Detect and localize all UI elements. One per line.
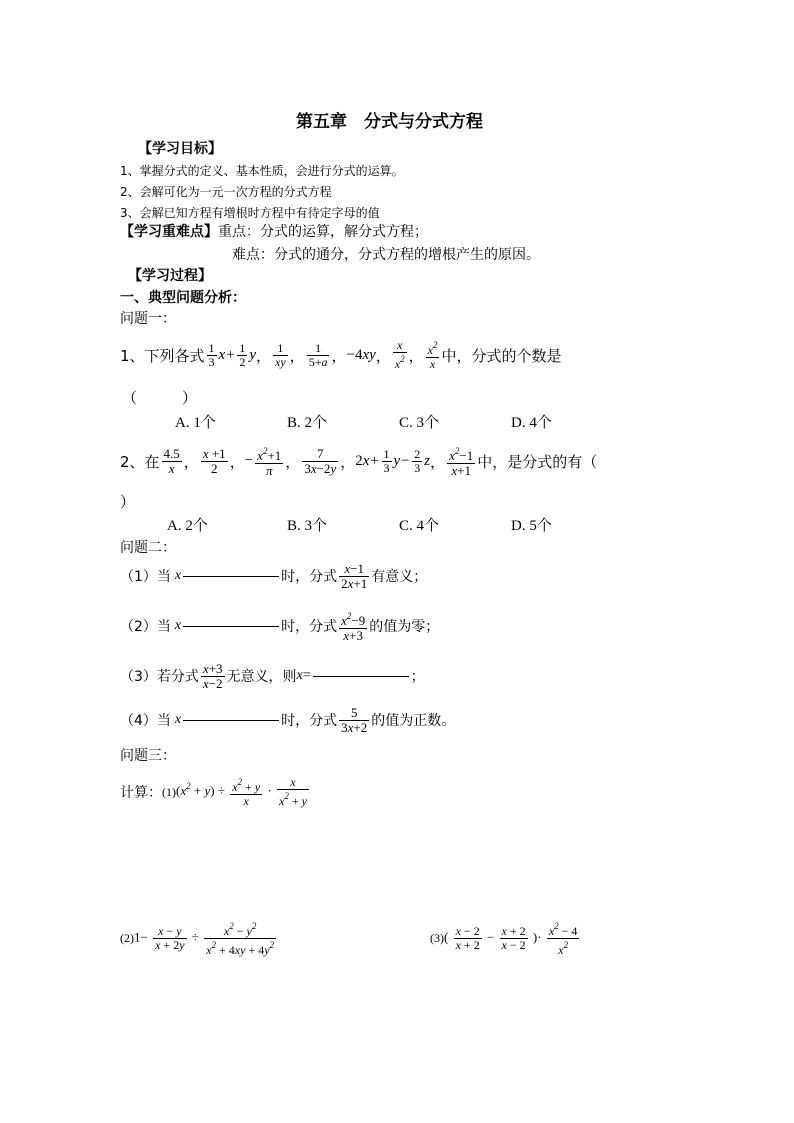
q1-paren: （ ） (122, 389, 198, 407)
q2-expr-1: $\frac{4.5}{x}$ (163, 445, 180, 476)
q2-expr-3: − $\frac{x^2+1}{\pi}$ (244, 446, 282, 478)
calc-3-number: (3) (430, 930, 444, 945)
q2-expr-2: $\frac{x +1}{2}$ (202, 445, 226, 476)
calc-label: 计算： (120, 785, 162, 801)
section-1-heading: 一、典型问题分析： (120, 290, 246, 306)
q2-expr-5: 2x+ $\frac{1}{3}$ y− $\frac{2}{3}$ z (355, 446, 431, 475)
p4-text-c: 的值为正数。 (371, 713, 456, 729)
p2-text-a: （2）当 (120, 619, 171, 635)
p1-blank[interactable] (183, 576, 279, 577)
problem1-label: 问题一： (120, 311, 176, 327)
q1-expr-6: $\frac{x^2}{x}$ (427, 340, 438, 371)
p3-text-a: （3）若分式 (120, 669, 199, 685)
p2-blank[interactable] (183, 626, 279, 627)
q2-prefix: 2、在 (120, 452, 160, 471)
p3-fraction: $\frac{x+3}{x-2}$ (202, 660, 223, 691)
q2-expr-6: $\frac{x^2-1}{x+1}$ (449, 446, 474, 478)
q1-expr-3: $\frac{1}{5+a}$ (308, 340, 328, 369)
calc-3-expr: ( $\frac{x - 2}{x + 2}$ − $\frac{x + 2}{x - 2}$ )· $\frac{x^2 - 4}{x^2}$ (444, 920, 578, 957)
p2-text-b: 时，分式 (281, 619, 338, 635)
calc-2-number: (2) (120, 930, 134, 945)
goals-heading: 【学习目标】 (138, 141, 222, 157)
q1-suffix: 中，分式的个数是 (441, 346, 562, 365)
calc-1-number: (1) (162, 784, 176, 799)
keypoints-key: 重点：分式的运算，解分式方程； (218, 224, 428, 240)
calc-2-expr: 1− $\frac{x - y}{x + 2y}$ ÷ $\frac{x^2 - y^2}{x^2 + 4xy + 4y^2}$ (134, 920, 275, 957)
q1-expr-1: $\frac{1}{3}$ x+ $\frac{1}{2}$ y (208, 340, 256, 369)
q2-option-c: C. 4个 (399, 518, 440, 534)
problem1-q2: 2、在 $\frac{4.5}{x}$ ， $\frac{x +1}{2}$ ， − $\frac{x^2+1}{\pi}$ ， $\frac{7}{3x-2y}$ ， 2x+ $\frac{1}{3}$ y− $\frac{2}{3}$ z ， $\frac{x^2-1}{x+1}$ 中，是分式的有（ (120, 445, 598, 478)
problem2-item-2: （2）当 x 时，分式 $\frac{x^2-9}{x+3}$ 的值为零； (120, 611, 440, 643)
q1-option-a: A. 1个 (175, 415, 216, 431)
p3-text-c: ； (410, 669, 425, 685)
problem2-label: 问题二： (120, 540, 176, 556)
problem2-item-1: （1）当 x 时，分式 $\frac{x-1}{2x+1}$ 有意义； (120, 560, 428, 591)
goal-item-2: 2、会解可化为一元一次方程的分式方程 (120, 185, 332, 199)
problem2-item-3: （3）若分式 $\frac{x+3}{x-2}$ 无意义，则 x = ； (120, 660, 425, 691)
p4-fraction: $\frac{5}{3x+2}$ (341, 704, 368, 735)
q1-option-b: B. 2个 (287, 415, 328, 431)
page-title: 第五章 分式与分式方程 (296, 112, 483, 132)
p2-fraction: $\frac{x^2-9}{x+3}$ (341, 611, 366, 643)
p3-blank[interactable] (313, 676, 409, 677)
p1-text-a: （1）当 (120, 569, 171, 585)
goal-item-3: 3、会解已知方程有增根时方程中有待定字母的值 (120, 206, 380, 220)
p4-text-b: 时，分式 (281, 713, 338, 729)
p1-text-b: 时，分式 (281, 569, 338, 585)
keypoints-line-1 (120, 221, 428, 241)
p2-text-c: 的值为零； (369, 619, 440, 635)
calc-item-1 (120, 772, 311, 812)
q1-option-c: C. 3个 (399, 415, 440, 431)
q2-option-d: D. 5个 (511, 518, 552, 534)
keypoints-heading: 【学习重难点】 (120, 224, 218, 240)
calc-item-3 (430, 918, 581, 958)
keypoints-difficulty: 难点：分式的通分，分式方程的增根产生的原因。 (232, 247, 540, 263)
q2-option-a: A. 2个 (167, 518, 208, 534)
p1-text-c: 有意义； (371, 569, 428, 585)
q1-prefix: 1、下列各式 (120, 346, 205, 365)
p4-text-a: （4）当 (120, 713, 171, 729)
p1-fraction: $\frac{x-1}{2x+1}$ (341, 560, 368, 591)
q2-expr-4: $\frac{7}{3x-2y}$ (304, 445, 337, 476)
q1-option-d: D. 4个 (511, 415, 552, 431)
q2-suffix: 中，是分式的有（ (477, 452, 598, 471)
q1-expr-5: $\frac{x}{x^2}$ (394, 338, 405, 371)
p4-blank[interactable] (183, 720, 279, 721)
problem2-item-4: （4）当 x 时，分式 $\frac{5}{3x+2}$ 的值为正数。 (120, 704, 456, 735)
p3-text-b: 无意义，则 (226, 669, 297, 685)
problem1-q1: 1、下列各式 $\frac{1}{3}$ x+ $\frac{1}{2}$ y ， $\frac{1}{xy}$ ， $\frac{1}{5+a}$ ， −4xy ， $\frac{x}{x^2}$ ， $\frac{x^2}{x}$ 中，分式的个数是 (120, 338, 562, 371)
q1-expr-4: −4xy (346, 346, 376, 363)
calc-1-expr: $(x^2 + y)$ ÷ $\frac{x^2 + y}{x}$ · $\frac{x}{x^2 + y}$ (176, 775, 307, 808)
q2-option-b: B. 3个 (287, 518, 328, 534)
q1-expr-2: $\frac{1}{xy}$ (275, 340, 286, 369)
problem3-label: 问题三： (120, 748, 176, 764)
q2-paren: ） (120, 493, 136, 511)
calc-item-2 (120, 918, 278, 958)
process-heading: 【学习过程】 (128, 268, 212, 284)
goal-item-1: 1、掌握分式的定义、基本性质，会进行分式的运算。 (120, 164, 404, 178)
